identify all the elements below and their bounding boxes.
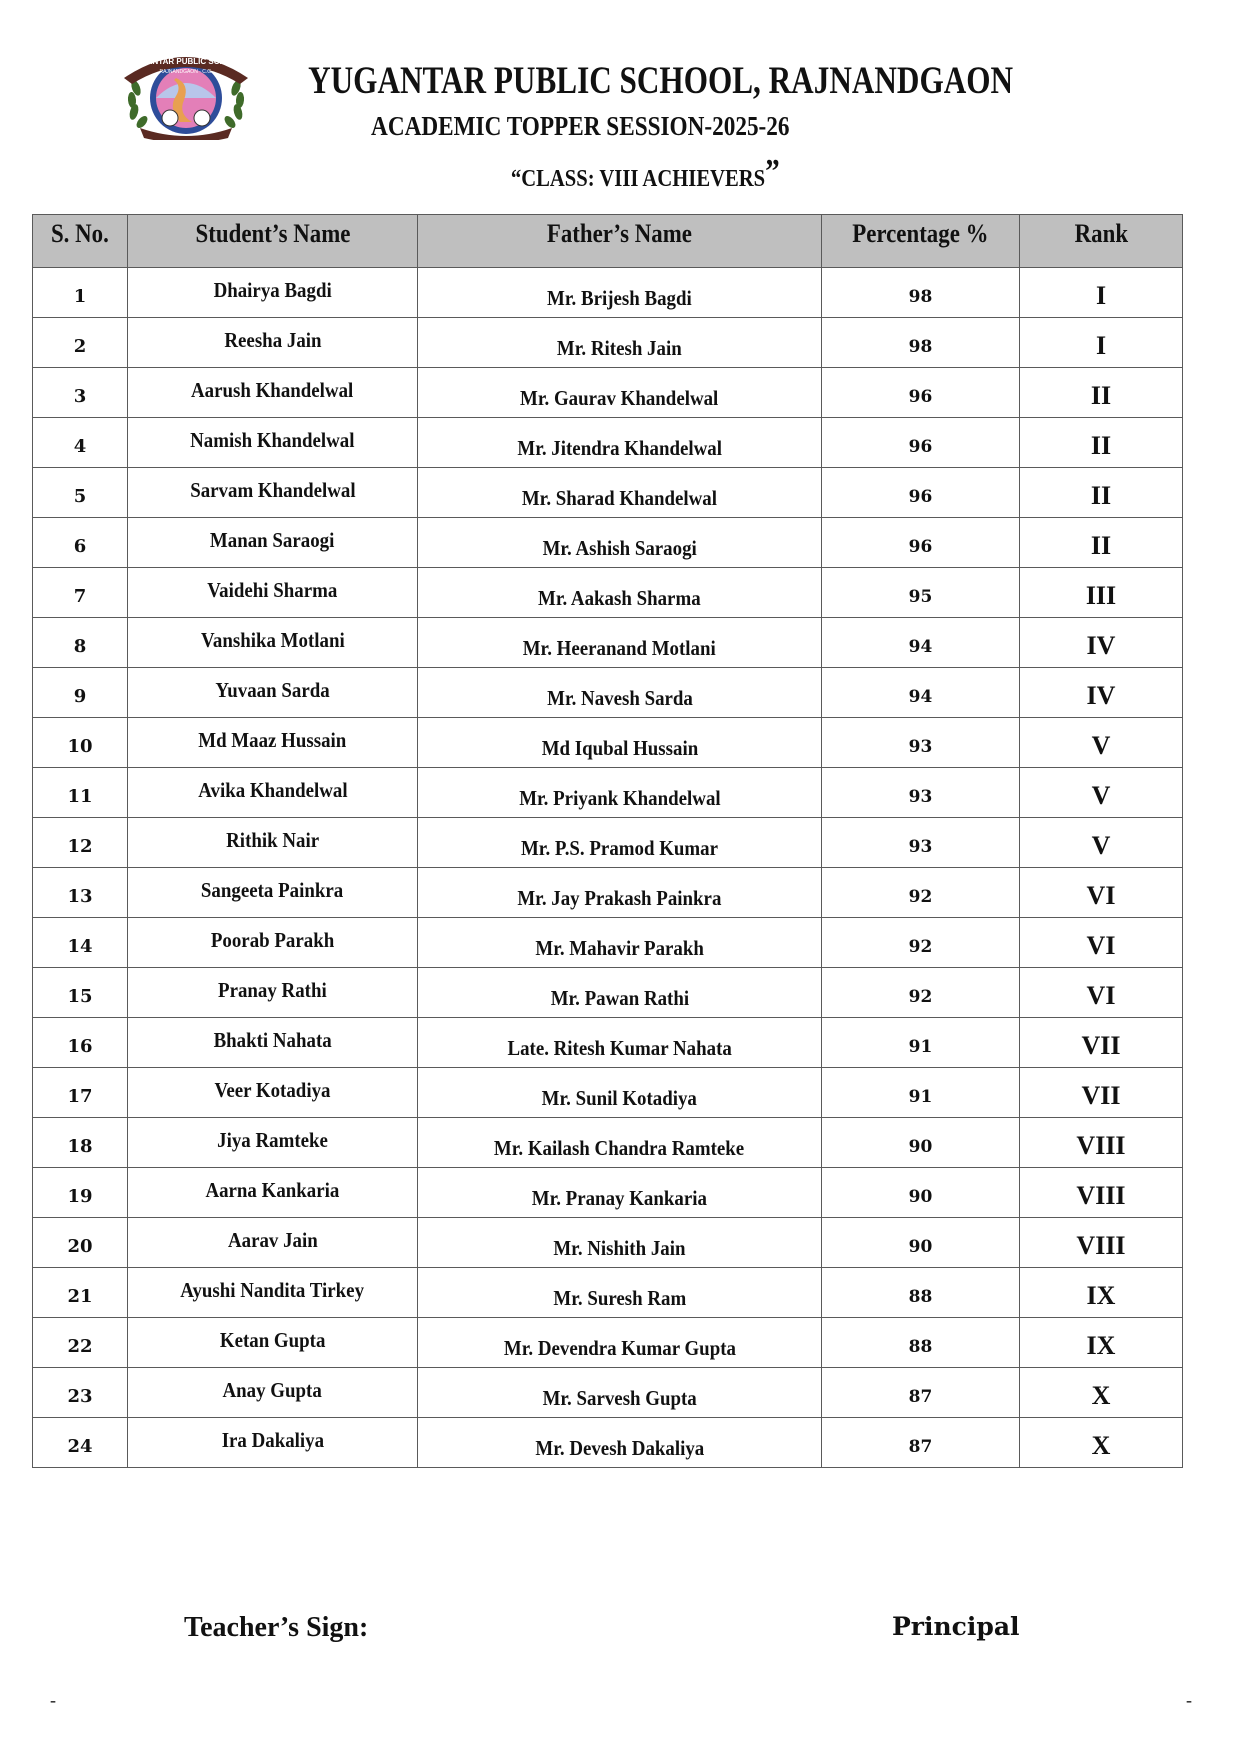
serial-number-cell: 6 <box>33 518 128 568</box>
rank-cell: VII <box>1020 1018 1183 1068</box>
student-name-cell: Dhairya Bagdi <box>128 268 418 318</box>
father-name-cell: Mr. Sunil Kotadiya <box>418 1068 822 1118</box>
student-name-cell: Avika Khandelwal <box>128 768 418 818</box>
table-row <box>33 968 1183 1018</box>
open-quote: “ <box>511 166 522 192</box>
rank-cell: VI <box>1020 968 1183 1018</box>
student-name-cell: Sangeeta Painkra <box>128 868 418 918</box>
teacher-sign-label: Teacher’s Sign: <box>184 1612 369 1643</box>
table-row <box>33 668 1183 718</box>
percentage-cell: 92 <box>822 918 1020 968</box>
table-row <box>33 468 1183 518</box>
table-row <box>33 368 1183 418</box>
percentage-cell: 94 <box>822 618 1020 668</box>
serial-number-cell: 19 <box>33 1168 128 1218</box>
father-name-cell: Mr. Aakash Sharma <box>418 568 822 618</box>
percentage-cell: 93 <box>822 768 1020 818</box>
student-name-cell: Aarna Kankaria <box>128 1168 418 1218</box>
father-name-cell: Mr. Jay Prakash Painkra <box>418 868 822 918</box>
serial-number-cell: 5 <box>33 468 128 518</box>
column-header-father-name: Father’s Name <box>418 215 822 268</box>
table-row <box>33 1318 1183 1368</box>
class-text: CLASS: VIII ACHIEVERS <box>521 166 766 192</box>
student-name-cell: Rithik Nair <box>128 818 418 868</box>
percentage-cell: 93 <box>822 718 1020 768</box>
table-row <box>33 1368 1183 1418</box>
student-name-cell: Vanshika Motlani <box>128 618 418 668</box>
student-name-cell: Anay Gupta <box>128 1368 418 1418</box>
serial-number-cell: 20 <box>33 1218 128 1268</box>
rank-cell: II <box>1020 468 1183 518</box>
percentage-cell: 90 <box>822 1168 1020 1218</box>
serial-number-cell: 8 <box>33 618 128 668</box>
student-name-cell: Ketan Gupta <box>128 1318 418 1368</box>
percentage-cell: 88 <box>822 1268 1020 1318</box>
rank-cell: IX <box>1020 1268 1183 1318</box>
table-row <box>33 1068 1183 1118</box>
serial-number-cell: 23 <box>33 1368 128 1418</box>
table-row <box>33 1118 1183 1168</box>
father-name-cell: Md Iqubal Hussain <box>418 718 822 768</box>
table-row <box>33 818 1183 868</box>
percentage-cell: 96 <box>822 468 1020 518</box>
page-mark-left: - <box>50 1690 56 1710</box>
rank-cell: VI <box>1020 918 1183 968</box>
serial-number-cell: 17 <box>33 1068 128 1118</box>
father-name-cell: Mr. P.S. Pramod Kumar <box>418 818 822 868</box>
father-name-cell: Mr. Jitendra Khandelwal <box>418 418 822 468</box>
percentage-cell: 90 <box>822 1218 1020 1268</box>
rank-cell: VIII <box>1020 1118 1183 1168</box>
table-row <box>33 268 1183 318</box>
father-name-cell: Mr. Brijesh Bagdi <box>418 268 822 318</box>
serial-number-cell: 22 <box>33 1318 128 1368</box>
table-row <box>33 618 1183 668</box>
father-name-cell: Mr. Ritesh Jain <box>418 318 822 368</box>
student-name-cell: Poorab Parakh <box>128 918 418 968</box>
column-header-rank: Rank <box>1020 215 1183 268</box>
principal-label: Principal <box>892 1612 1020 1641</box>
student-name-cell: Reesha Jain <box>128 318 418 368</box>
table-row <box>33 718 1183 768</box>
student-name-cell: Namish Khandelwal <box>128 418 418 468</box>
serial-number-cell: 1 <box>33 268 128 318</box>
student-name-cell: Ayushi Nandita Tirkey <box>128 1268 418 1318</box>
table-row <box>33 1018 1183 1068</box>
rank-cell: VI <box>1020 868 1183 918</box>
student-name-cell: Pranay Rathi <box>128 968 418 1018</box>
percentage-cell: 91 <box>822 1018 1020 1068</box>
percentage-cell: 92 <box>822 968 1020 1018</box>
rank-cell: V <box>1020 768 1183 818</box>
rank-cell: X <box>1020 1418 1183 1468</box>
svg-text:YUGANTAR PUBLIC SCHOOL: YUGANTAR PUBLIC SCHOOL <box>129 57 243 66</box>
serial-number-cell: 4 <box>33 418 128 468</box>
father-name-cell: Mr. Kailash Chandra Ramteke <box>418 1118 822 1168</box>
rank-cell: II <box>1020 518 1183 568</box>
table-header-row <box>33 215 1183 268</box>
percentage-cell: 92 <box>822 868 1020 918</box>
father-name-cell: Mr. Pawan Rathi <box>418 968 822 1018</box>
table-row <box>33 1168 1183 1218</box>
rank-cell: III <box>1020 568 1183 618</box>
rank-cell: VIII <box>1020 1218 1183 1268</box>
father-name-cell: Mr. Pranay Kankaria <box>418 1168 822 1218</box>
student-name-cell: Vaidehi Sharma <box>128 568 418 618</box>
table-row <box>33 768 1183 818</box>
column-header-sno: S. No. <box>33 215 128 268</box>
percentage-cell: 88 <box>822 1318 1020 1368</box>
rank-cell: V <box>1020 818 1183 868</box>
rank-cell: IX <box>1020 1318 1183 1368</box>
student-name-cell: Aarav Jain <box>128 1218 418 1268</box>
table-row <box>33 1418 1183 1468</box>
father-name-cell: Mr. Navesh Sarda <box>418 668 822 718</box>
father-name-cell: Mr. Ashish Saraogi <box>418 518 822 568</box>
percentage-cell: 96 <box>822 518 1020 568</box>
table-row <box>33 918 1183 968</box>
student-name-cell: Jiya Ramteke <box>128 1118 418 1168</box>
table-row <box>33 1268 1183 1318</box>
percentage-cell: 87 <box>822 1368 1020 1418</box>
rank-cell: II <box>1020 418 1183 468</box>
percentage-cell: 98 <box>822 268 1020 318</box>
father-name-cell: Mr. Mahavir Parakh <box>418 918 822 968</box>
page-mark-right: - <box>1186 1690 1192 1710</box>
rank-cell: IV <box>1020 618 1183 668</box>
father-name-cell: Mr. Sarvesh Gupta <box>418 1368 822 1418</box>
father-name-cell: Mr. Heeranand Motlani <box>418 618 822 668</box>
serial-number-cell: 13 <box>33 868 128 918</box>
rank-cell: II <box>1020 368 1183 418</box>
father-name-cell: Mr. Sharad Khandelwal <box>418 468 822 518</box>
rank-cell: VIII <box>1020 1168 1183 1218</box>
column-header-percentage: Percentage % <box>822 215 1020 268</box>
rank-cell: I <box>1020 268 1183 318</box>
rank-cell: I <box>1020 318 1183 368</box>
table-row <box>33 868 1183 918</box>
serial-number-cell: 18 <box>33 1118 128 1168</box>
table-row <box>33 1218 1183 1268</box>
student-name-cell: Sarvam Khandelwal <box>128 468 418 518</box>
father-name-cell: Mr. Devendra Kumar Gupta <box>418 1318 822 1368</box>
serial-number-cell: 10 <box>33 718 128 768</box>
serial-number-cell: 12 <box>33 818 128 868</box>
rank-cell: IV <box>1020 668 1183 718</box>
percentage-cell: 94 <box>822 668 1020 718</box>
student-name-cell: Md Maaz Hussain <box>128 718 418 768</box>
table-row <box>33 568 1183 618</box>
table-row <box>33 418 1183 468</box>
percentage-cell: 90 <box>822 1118 1020 1168</box>
percentage-cell: 91 <box>822 1068 1020 1118</box>
father-name-cell: Late. Ritesh Kumar Nahata <box>418 1018 822 1068</box>
percentage-cell: 93 <box>822 818 1020 868</box>
student-name-cell: Ira Dakaliya <box>128 1418 418 1468</box>
serial-number-cell: 2 <box>33 318 128 368</box>
serial-number-cell: 24 <box>33 1418 128 1468</box>
serial-number-cell: 21 <box>33 1268 128 1318</box>
serial-number-cell: 16 <box>33 1018 128 1068</box>
serial-number-cell: 15 <box>33 968 128 1018</box>
percentage-cell: 95 <box>822 568 1020 618</box>
percentage-cell: 96 <box>822 368 1020 418</box>
table-row <box>33 518 1183 568</box>
school-name: YUGANTAR PUBLIC SCHOOL, RAJNANDGAON <box>308 59 1013 102</box>
percentage-cell: 87 <box>822 1418 1020 1468</box>
serial-number-cell: 3 <box>33 368 128 418</box>
serial-number-cell: 9 <box>33 668 128 718</box>
father-name-cell: Mr. Gaurav Khandelwal <box>418 368 822 418</box>
rank-cell: X <box>1020 1368 1183 1418</box>
rank-cell: VII <box>1020 1068 1183 1118</box>
father-name-cell: Mr. Suresh Ram <box>418 1268 822 1318</box>
session-title: ACADEMIC TOPPER SESSION-2025-26 <box>371 111 790 141</box>
student-name-cell: Bhakti Nahata <box>128 1018 418 1068</box>
serial-number-cell: 11 <box>33 768 128 818</box>
father-name-cell: Mr. Nishith Jain <box>418 1218 822 1268</box>
percentage-cell: 96 <box>822 418 1020 468</box>
rank-cell: V <box>1020 718 1183 768</box>
student-name-cell: Aarush Khandelwal <box>128 368 418 418</box>
student-name-cell: Yuvaan Sarda <box>128 668 418 718</box>
table-row <box>33 318 1183 368</box>
percentage-cell: 98 <box>822 318 1020 368</box>
svg-text:RAJNANDGAON - C.G.: RAJNANDGAON - C.G. <box>159 69 213 75</box>
serial-number-cell: 7 <box>33 568 128 618</box>
student-name-cell: Veer Kotadiya <box>128 1068 418 1118</box>
column-header-student-name: Student’s Name <box>128 215 418 268</box>
student-name-cell: Manan Saraogi <box>128 518 418 568</box>
achievers-table <box>32 214 1183 1468</box>
father-name-cell: Mr. Priyank Khandelwal <box>418 768 822 818</box>
serial-number-cell: 14 <box>33 918 128 968</box>
father-name-cell: Mr. Devesh Dakaliya <box>418 1418 822 1468</box>
class-heading <box>25 153 1241 195</box>
close-quote: ” <box>765 153 780 190</box>
